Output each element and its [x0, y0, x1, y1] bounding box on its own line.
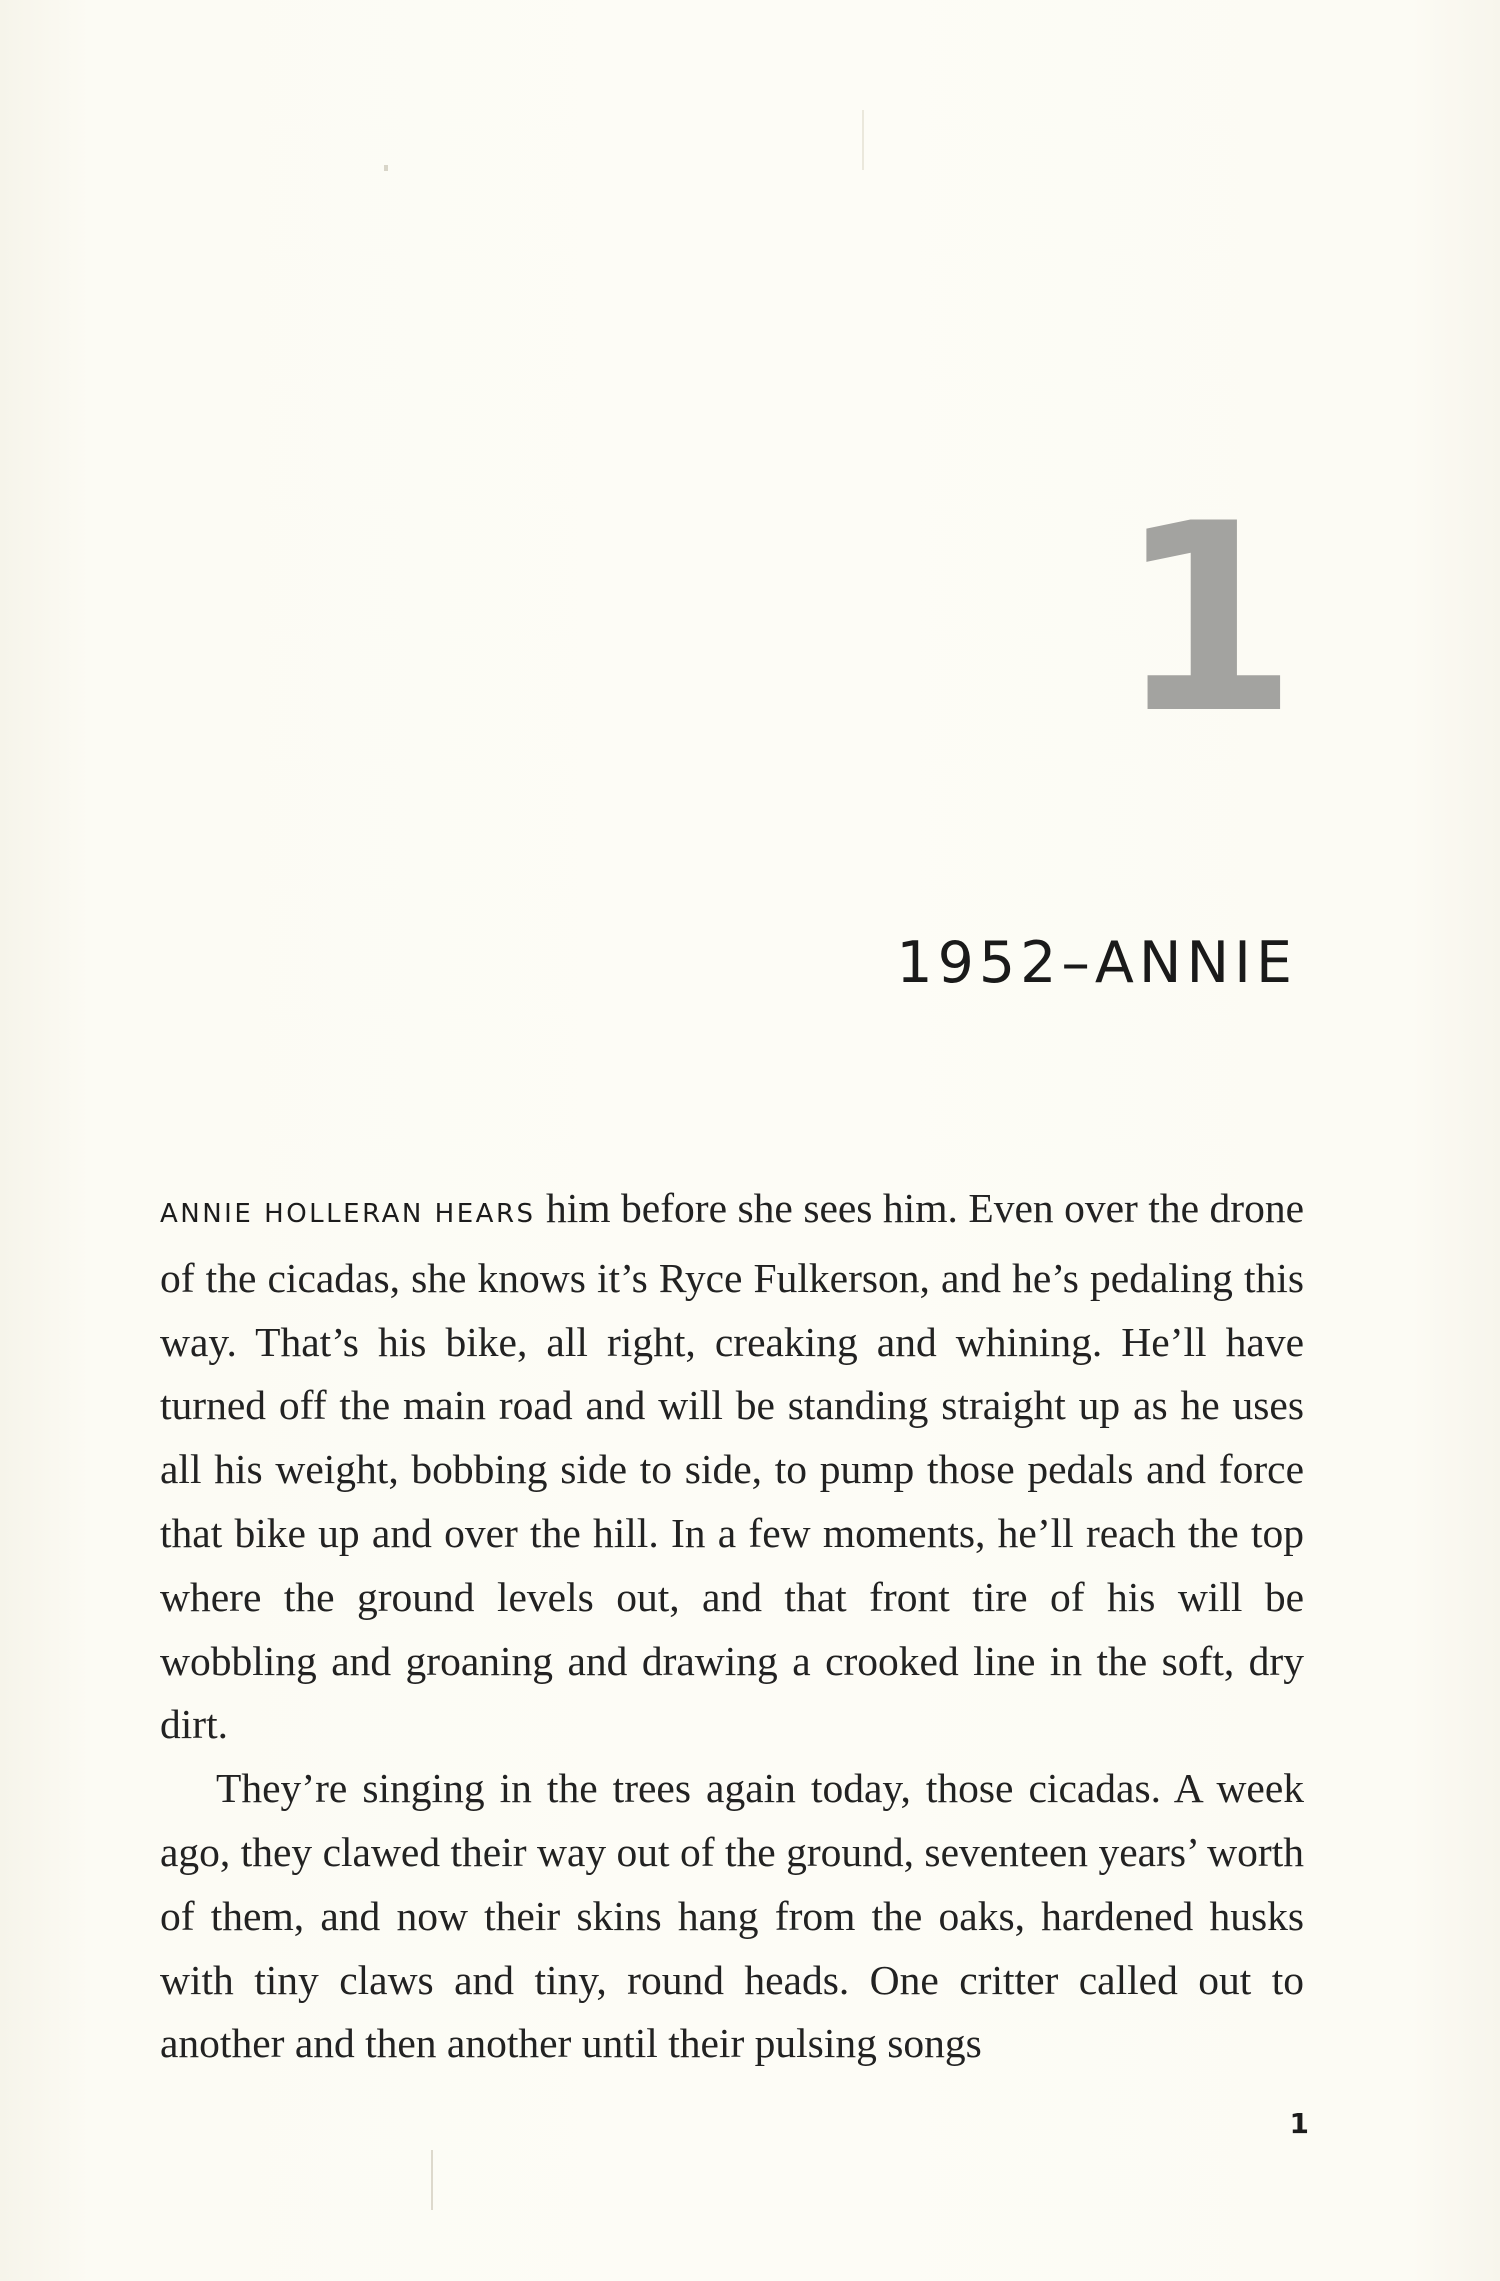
chapter-number: 1 [1117, 469, 1294, 771]
paragraph-1 [160, 1177, 1304, 1757]
chapter-title: 1952–ANNIE [896, 930, 1297, 996]
paper-speck [384, 165, 388, 171]
page-number: 1 [1289, 2107, 1309, 2140]
paragraph-2: They’re singing in the trees again today, those cicadas. A week ago, they clawed their way out of the ground, seventeen years’ worth of them, and now their skins hang from the oaks, hardened husks with tiny claws and tiny, round heads. One critter called out to another and then another until their pulsing songs [160, 1765, 1304, 2067]
paragraph-1-text: him before she sees him. Even over the drone of the cicadas, she knows it’s Ryce Fulkerson, and he’s pedaling this way. That’s his bike, all right, creaking and whining. He’ll have turned off the main road and will be standing straight up as he uses all his weight, bobbing side to side, to pump those pedals and force that bike up and over the hill. In a few moments, he’ll reach the top where the ground levels out, and that front tire of his will be wobbling and groaning and drawing a crooked line in the soft, dry dirt. [160, 1185, 1304, 1748]
body-text [160, 1177, 1304, 2076]
paper-crease [862, 110, 864, 170]
paper-crease [431, 2150, 433, 2210]
lead-in-small-caps: ANNIE HOLLERAN HEARS [160, 1199, 536, 1229]
